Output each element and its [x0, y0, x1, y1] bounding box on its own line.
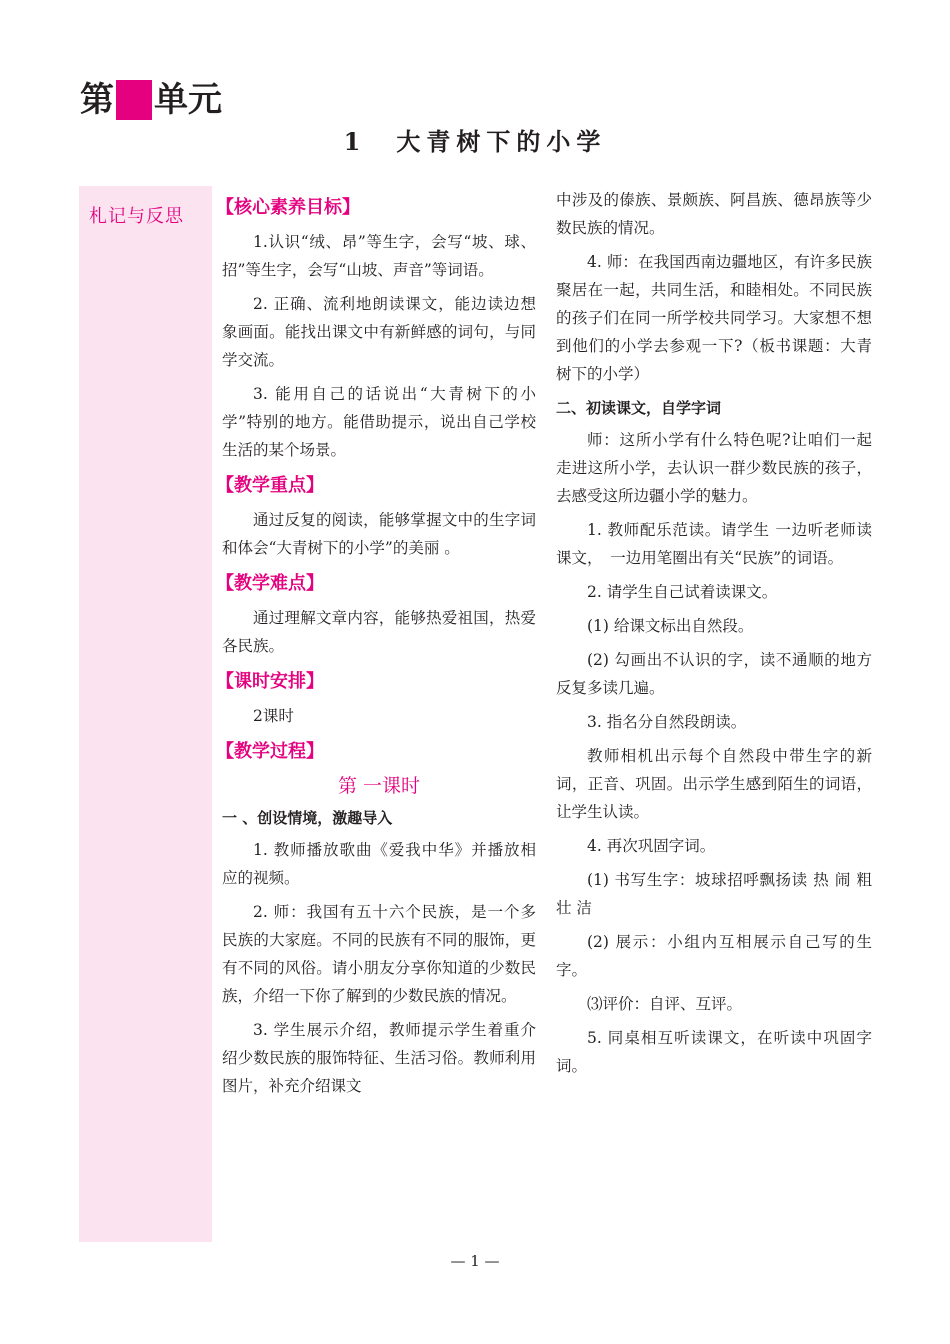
unit-number-box [116, 80, 152, 120]
paragraph: 4. 师：在我国西南边疆地区，有许多民族聚居在一起，共同生活，和睦相处。不同民族的孩子们在同一所学校共同学习。大家想不想到他们的小学去参观一下?（板书课题：大青树下的小学） [556, 253, 872, 383]
paragraph: 师：这所小学有什么特色呢?让咱们一起走进这所小学，去认识一群少数民族的孩子，去感受这所边疆小学的魅力。 [556, 431, 872, 505]
period-title: 第 一课时 [337, 775, 421, 797]
goal-3: 3. 能用自己的话说出“大青树下的小学”特别的地方。能借助提示，说出自己学校生活的某个场景。 [222, 385, 536, 459]
section-2-title: 二、初读课文，自学字词 [556, 399, 722, 417]
paragraph: 3. 指名分自然段朗读。 [587, 713, 747, 731]
lesson-name: 大青树下的小学 [396, 127, 607, 156]
schedule: 2课时 [253, 707, 294, 725]
paragraph: 1. 教师播放歌曲《爱我中华》并播放相应的视频。 [222, 841, 536, 887]
heading-key-points: 【教学重点】 [216, 475, 324, 496]
paragraph: (2) 勾画出不认识的字，读不通顺的地方反复多读几遍。 [556, 651, 872, 697]
sidebar-label: 札记与反思 [89, 206, 184, 227]
section-1-title: 一 、创设情境，激趣导入 [222, 809, 393, 827]
lesson-title [0, 122, 950, 157]
lesson-number: 1 [343, 127, 361, 156]
paragraph: ⑶评价：自评、互评。 [587, 995, 743, 1013]
paragraph: 1. 教师配乐范读。请学生 一边听老师读课文， 一边用笔圈出有关“民族”的词语。 [556, 521, 872, 567]
paragraph: 中涉及的傣族、景颇族、阿昌族、德昂族等少数民族的情况。 [556, 191, 872, 237]
paragraph: (1) 书写生字：坡球招呼飘扬读 热 闹 粗 壮 洁 [556, 871, 872, 917]
paragraph: (1) 给课文标出自然段。 [587, 617, 754, 635]
key-points: 通过反复的阅读，能够掌握文中的生字词和体会“大青树下的小学”的美丽 。 [222, 511, 536, 557]
unit-title [80, 80, 222, 120]
unit-prefix: 第 [80, 80, 114, 120]
paragraph: 5. 同桌相互听读课文，在听读中巩固字词。 [556, 1029, 872, 1075]
left-column [216, 186, 536, 1106]
paragraph: 3. 学生展示介绍，教师提示学生着重介绍少数民族的服饰特征、生活习俗。教师利用图片，补充介绍课文 [222, 1021, 536, 1095]
heading-schedule: 【课时安排】 [216, 671, 324, 692]
paragraph: 教师相机出示每个自然段中带生字的新词，正音、巩固。出示学生感到陌生的词语，让学生认读。 [556, 747, 872, 821]
paragraph: 2. 师：我国有五十六个民族，是一个多民族的大家庭。不同的民族有不同的服饰，更有不同的风俗。请小朋友分享你知道的少数民族，介绍一下你了解到的少数民族的情况。 [222, 903, 536, 1005]
goal-1: 1.认识“绒、昂”等生字，会写“坡、球、招”等生字，会写“山坡、声音”等词语。 [222, 233, 536, 279]
heading-goals: 【核心素养目标】 [216, 197, 360, 218]
paragraph: 4. 再次巩固字词。 [587, 837, 716, 855]
right-column [556, 186, 872, 1086]
page-number: — 1 — [450, 1252, 500, 1270]
heading-process: 【教学过程】 [216, 741, 324, 762]
goal-2: 2. 正确、流利地朗读课文，能边读边想象画面。能找出课文中有新鲜感的词句，与同学交流。 [222, 295, 536, 369]
unit-suffix: 单元 [154, 80, 222, 120]
paragraph: 2. 请学生自己试着读课文。 [587, 583, 778, 601]
heading-difficulties: 【教学难点】 [216, 573, 324, 594]
notes-sidebar [79, 186, 212, 1242]
paragraph: (2) 展示：小组内互相展示自己写的生字。 [556, 933, 872, 979]
difficulties: 通过理解文章内容，能够热爱祖国，热爱各民族。 [222, 609, 536, 655]
